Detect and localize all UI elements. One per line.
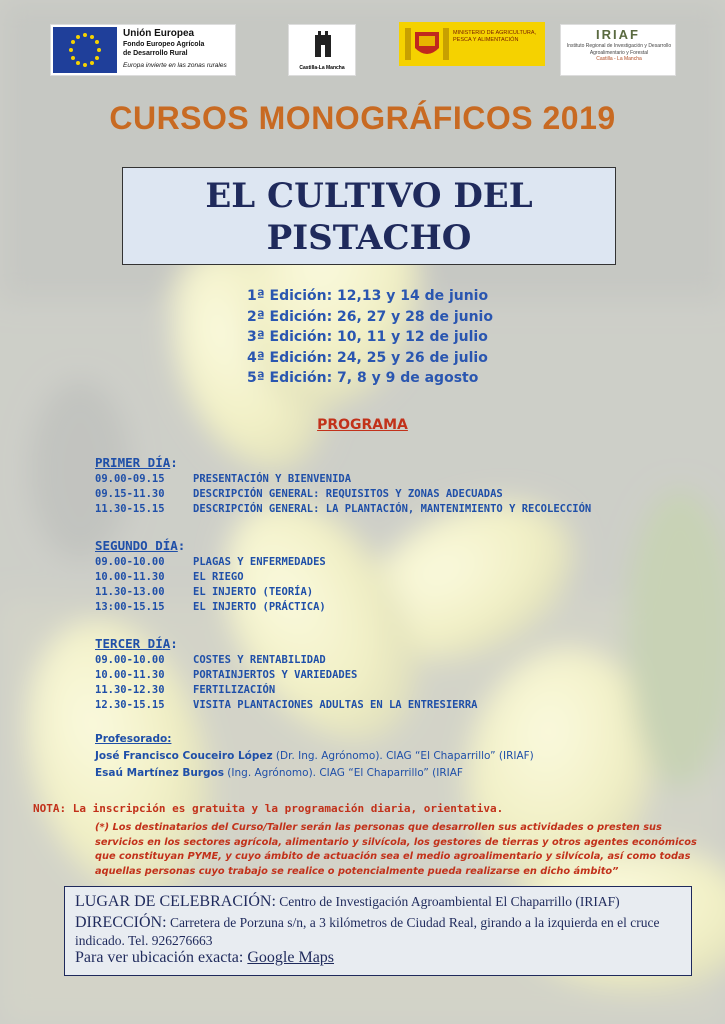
- ministry-label: MINISTERIO DE AGRICULTURA, PESCA Y ALIMENTACIÓN: [453, 30, 537, 43]
- edition-item: 1ª Edición: 12,13 y 14 de junio: [247, 288, 489, 304]
- note-label: NOTA:: [33, 802, 67, 815]
- google-maps-link[interactable]: Google Maps: [247, 949, 335, 966]
- note: [33, 802, 503, 815]
- teachers-label: Profesorado:: [95, 733, 172, 745]
- schedule-row: 09.00-10.00 PLAGAS Y ENFERMEDADES: [95, 556, 326, 568]
- edition-item: 3ª Edición: 10, 11 y 12 de julio: [247, 329, 488, 345]
- day-2-title: SEGUNDO DÍA: [95, 538, 178, 553]
- location-box: [64, 886, 692, 976]
- eu-tagline: Europa invierte en las zonas rurales: [123, 62, 227, 69]
- edition-item: 4ª Edición: 24, 25 y 26 de julio: [247, 349, 488, 366]
- programa-heading: PROGRAMA: [317, 417, 408, 433]
- day-3-section: TERCER DÍA: 09.00-10.00 COSTES Y RENTABILIDAD 10.00-11.30 PORTAINJERTOS Y VARIEDADES 11.30-12.30 FERTILIZACIÓN 12.30-15.15 VISITA PLANTACIONES ADULTAS EN LA ENTRESIERRA: [95, 636, 478, 711]
- eu-flag-icon: [53, 27, 117, 73]
- castle-icon: [313, 31, 333, 61]
- schedule-row: 12.30-15.15 VISITA PLANTACIONES ADULTAS EN LA ENTRESIERRA: [95, 699, 478, 711]
- course-title-line1: EL CULTIVO DEL: [205, 176, 533, 216]
- iriaf-logo: [560, 24, 676, 76]
- schedule-row: 10.00-11.30 PORTAINJERTOS Y VARIEDADES: [95, 669, 358, 681]
- schedule-row: 09.00-10.00 COSTES Y RENTABILIDAD: [95, 654, 326, 666]
- schedule-row: 11.30-15.15 DESCRIPCIÓN GENERAL: LA PLANTACIÓN, MANTENIMIENTO Y RECOLECCIÓN: [95, 503, 592, 515]
- course-title-box: [122, 167, 616, 265]
- eu-line2: de Desarrollo Rural: [123, 50, 188, 57]
- teacher-item: Esaú Martínez Burgos (Ing. Agrónomo). CIAG “El Chaparrillo” (IRIAF: [95, 767, 463, 779]
- ministry-logo: [399, 22, 545, 66]
- map-line: Para ver ubicación exacta: Google Maps: [75, 949, 335, 966]
- teachers-section: [95, 731, 534, 782]
- schedule-row: 09.00-09.15 PRESENTACIÓN Y BIENVENIDA: [95, 473, 352, 485]
- schedule-row: 11.30-13.00 EL INJERTO (TEORÍA): [95, 586, 314, 598]
- editions-list: [247, 286, 493, 389]
- schedule-row: 10.00-11.30 EL RIEGO: [95, 571, 244, 583]
- iriaf-region: Castilla - La Mancha: [596, 56, 642, 62]
- page-title: CURSOS MONOGRÁFICOS 2019: [109, 100, 616, 136]
- schedule-row: 09.15-11.30 DESCRIPCIÓN GENERAL: REQUISITOS Y ZONAS ADECUADAS: [95, 488, 503, 500]
- teacher-item: José Francisco Couceiro López (Dr. Ing. Agrónomo). CIAG “El Chaparrillo” (IRIAF): [95, 750, 534, 762]
- day-1-section: PRIMER DÍA: 09.00-09.15 PRESENTACIÓN Y BIENVENIDA 09.15-11.30 DESCRIPCIÓN GENERAL: REQUISITOS Y ZONAS ADECUADAS 11.30-15.15 DESCRIPCIÓN GENERAL: LA PLANTACIÓN, MANTENIMIENTO Y RECOLECCIÓN: [95, 455, 592, 515]
- day-2-section: SEGUNDO DÍA: 09.00-10.00 PLAGAS Y ENFERMEDADES 10.00-11.30 EL RIEGO 11.30-13.00 EL INJERTO (TEORÍA) 13:00-15.15 EL INJERTO (PRÁCTICA): [95, 538, 326, 613]
- place-line: LUGAR DE CELEBRACIÓN: Centro de Investigación Agroambiental El Chaparrillo (IRIAF): [75, 893, 620, 910]
- iriaf-subtitle: Instituto Regional de Investigación y Desarrollo Agroalimentario y Forestal: [566, 43, 672, 56]
- address-line: DIRECCIÓN: Carretera de Porzuna s/n, a 3 kilómetros de Ciudad Real, girando a la izquierda en el cruce indicado. Tel. 926276663: [75, 914, 660, 948]
- eu-title: Unión Europea: [123, 28, 195, 39]
- course-title-line2: PISTACHO: [266, 218, 472, 258]
- note-text: La inscripción es gratuita y la programación diaria, orientativa.: [66, 802, 504, 815]
- day-3-title: TERCER DÍA: [95, 636, 171, 651]
- clm-label: Castilla-La Mancha: [299, 65, 345, 71]
- spain-coat-of-arms-icon: [405, 28, 449, 60]
- schedule-row: 11.30-12.30 FERTILIZACIÓN: [95, 684, 276, 696]
- schedule-row: 13:00-15.15 EL INJERTO (PRÁCTICA): [95, 601, 326, 613]
- edition-item: 5ª Edición: 7, 8 y 9 de agosto: [247, 370, 479, 386]
- iriaf-title: IRIAF: [596, 27, 640, 42]
- note-detail: (*) Los destinatarios del Curso/Taller serán las personas que desarrollen sus actividades o presten sus servicios en los sectores agrícola, alimentario y silvícola, los gestores de tierras y otros agentes económicos que constituyan PYME, y cuyo ámbito de actuación sea el medio agroalimentario y silvícola, así como todas aquellas personas cuyo trabajo se realice o potencialmente pueda realizarse en dicho ámbito”: [95, 822, 697, 877]
- eu-logo: [50, 24, 236, 76]
- eu-line1: Fondo Europeo Agrícola: [123, 41, 205, 48]
- castilla-la-mancha-logo: [288, 24, 356, 76]
- day-1-title: PRIMER DÍA: [95, 455, 171, 470]
- edition-item: 2ª Edición: 26, 27 y 28 de junio: [247, 308, 493, 325]
